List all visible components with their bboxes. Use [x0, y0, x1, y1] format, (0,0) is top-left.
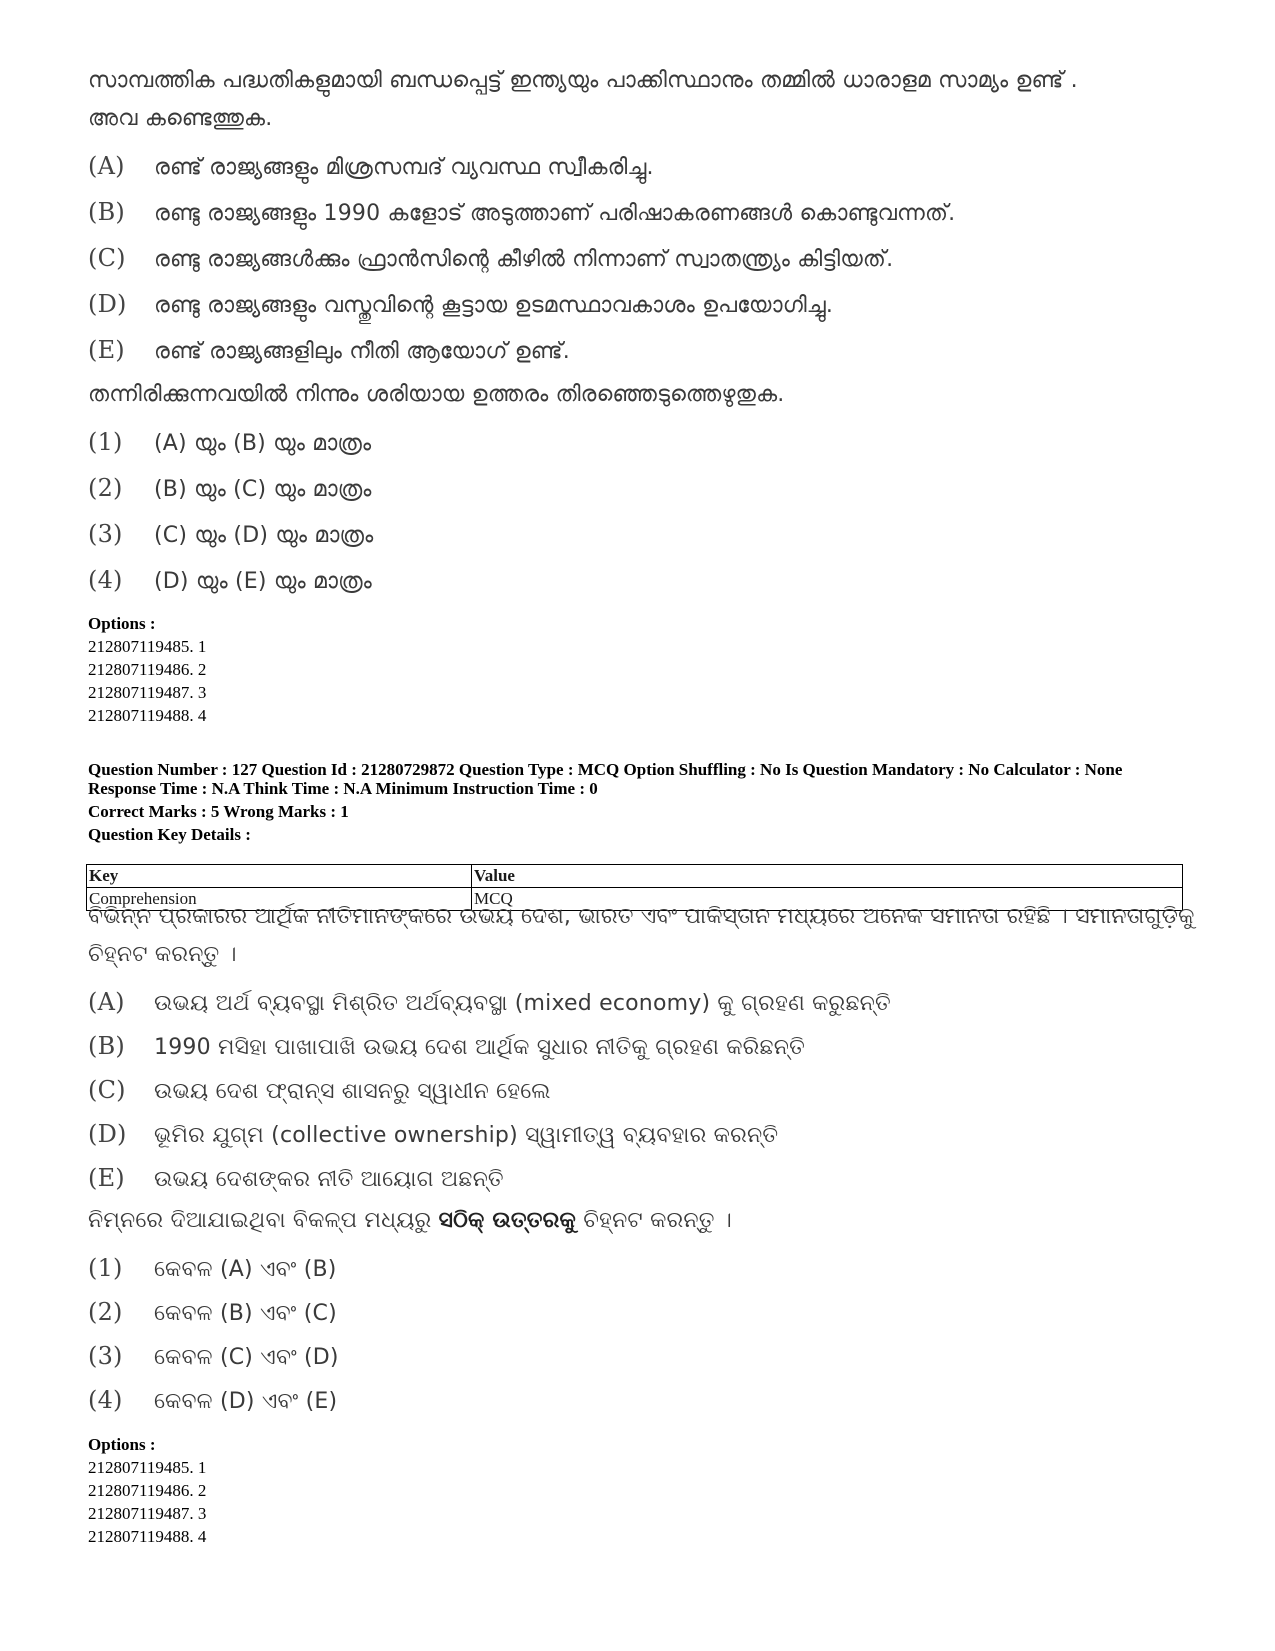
choice-text: କେବଳ (C) ଏବଂ (D) [154, 1345, 339, 1370]
option-id-4: 212807119488. 4 [88, 706, 207, 725]
intro-line-2: ଚିହ୍ନଟ କରନ୍ତୁ । [88, 942, 237, 967]
statement-text: 1990 ମସିହା ପାଖାପାଖି ଉଭୟ ଦେଶ ଆର୍ଥିକ ସୁଧାର ନୀତିକୁ ଗ୍ରହଣ କରିଛନ୍ତି [154, 1035, 805, 1060]
table-cell-value: MCQ [472, 888, 1183, 911]
option-id-1: 212807119485. 1 [88, 1458, 207, 1477]
option-id-4: 212807119488. 4 [88, 1527, 207, 1546]
choice-label: (2) [88, 1298, 123, 1326]
marks-line: Correct Marks : 5 Wrong Marks : 1 [88, 802, 349, 821]
choice-text: (A) യും (B) യും മാത്രം [154, 431, 372, 456]
instruction-line [88, 1208, 732, 1233]
choice-2 [88, 1298, 337, 1326]
choice-text: (C) യും (D) യും മാത്രം [154, 523, 374, 548]
statement-text: ଉଭୟ ଦେଶ ଫ୍ରାନ୍ସ ଶାସନରୁ ସ୍ୱାଧୀନ ହେଲେ [154, 1079, 551, 1104]
choice-1 [88, 428, 371, 456]
instruction-bold: ସଠିକ୍ ଉତ୍ତରକୁ [438, 1208, 577, 1233]
statement-label: (E) [88, 1164, 125, 1192]
choice-label: (4) [88, 1386, 123, 1414]
intro-line-1: ବିଭିନ୍ନ ପ୍ରକାରର ଆର୍ଥିକ ନୀତିମାନଙ୍କରେ ଉଭୟ ଦେଶ, ଭାରତ ଏବଂ ପାକିସ୍ତାନ ମଧ୍ୟରେ ଅନେକ ସମାନତା ରହିଛି । ସମାନତାଗୁଡ଼ିକୁ [88, 904, 1195, 929]
choice-label: (2) [88, 474, 123, 502]
choice-label: (1) [88, 428, 123, 456]
option-id-3: 212807119487. 3 [88, 683, 207, 702]
statement-text: രണ്ട് രാജ്യങ്ങളിലും നീതി ആയോഗ് ഉണ്ട്. [154, 339, 570, 364]
table-header-value: Value [472, 865, 1183, 888]
choice-label: (4) [88, 566, 123, 594]
choice-2 [88, 474, 372, 502]
statement-label: (C) [88, 244, 126, 272]
choice-label: (1) [88, 1254, 123, 1282]
choice-text: କେବଳ (A) ଏବଂ (B) [154, 1257, 337, 1282]
statement-b [88, 1032, 805, 1060]
statement-text: ଉଭୟ ଦେଶଙ୍କର ନୀତି ଆୟୋଗ ଅଛନ୍ତି [154, 1167, 504, 1192]
statement-c [88, 244, 893, 272]
statement-e [88, 336, 570, 364]
question-header-line-2: Response Time : N.A Think Time : N.A Minimum Instruction Time : 0 [88, 779, 598, 798]
choice-label: (3) [88, 1342, 123, 1370]
statement-text: രണ്ട് രാജ്യങ്ങളും മിശ്രസമ്പദ് വ്യവസ്ഥ സ്വീകരിച്ചു. [154, 155, 654, 180]
options-heading: Options : [88, 614, 156, 633]
table-header-key: Key [87, 865, 472, 888]
choice-label: (3) [88, 520, 123, 548]
options-heading: Options : [88, 1435, 156, 1454]
choice-3 [88, 1342, 339, 1370]
choice-4 [88, 566, 372, 594]
statement-text: ଭୂମିର ଯୁଗ୍ମ (collective ownership) ସ୍ୱାମୀତ୍ୱ ବ୍ୟବହାର କରନ୍ତି [154, 1123, 779, 1148]
statement-a [88, 988, 891, 1016]
choice-4 [88, 1386, 337, 1414]
option-id-3: 212807119487. 3 [88, 1504, 207, 1523]
statement-label: (C) [88, 1076, 126, 1104]
choice-text: କେବଳ (B) ଏବଂ (C) [154, 1301, 337, 1326]
choice-1 [88, 1254, 337, 1282]
choice-text: (D) യും (E) യും മാത്രം [154, 569, 372, 594]
instruction-suffix: ଚିହ୍ନଟ କରନ୍ତୁ । [576, 1208, 732, 1233]
statement-label: (A) [88, 152, 125, 180]
choice-text: (B) യും (C) യും മാത്രം [154, 477, 372, 502]
table-header-row [87, 865, 1183, 888]
option-id-1: 212807119485. 1 [88, 637, 207, 656]
statement-text: രണ്ടു രാജ്യങ്ങളും വസ്തുവിന്റെ കൂട്ടായ ഉടമസ്ഥാവകാശം ഉപയോഗിച്ചു. [154, 293, 834, 318]
statement-d [88, 290, 833, 318]
statement-e [88, 1164, 504, 1192]
statement-label: (E) [88, 336, 125, 364]
statement-label: (D) [88, 290, 127, 318]
statement-label: (A) [88, 988, 125, 1016]
choice-3 [88, 520, 373, 548]
option-id-2: 212807119486. 2 [88, 660, 207, 679]
statement-label: (B) [88, 198, 125, 226]
question-header-line-1: Question Number : 127 Question Id : 21280729872 Question Type : MCQ Option Shuffling : No Is Question Mandatory : No Calculator : None [88, 760, 1123, 779]
statement-d [88, 1120, 778, 1148]
statement-text: ଉଭୟ ଅର୍ଥ ବ୍ୟବସ୍ଥା ମିଶ୍ରିତ ଅର୍ଥବ୍ୟବସ୍ଥା (mixed economy) କୁ ଗ୍ରହଣ କରୁଛନ୍ତି [154, 991, 891, 1016]
choice-text: କେବଳ (D) ଏବଂ (E) [154, 1389, 338, 1414]
intro-line-2: അവ കണ്ടെത്തുക. [88, 106, 273, 131]
table-cell-key: Comprehension [87, 888, 472, 911]
statement-label: (D) [88, 1120, 127, 1148]
statement-text: രണ്ടു രാജ്യങ്ങൾക്കും ഫ്രാൻസിന്റെ കീഴിൽ നിന്നാണ് സ്വാതന്ത്ര്യം കിട്ടിയത്. [154, 247, 894, 272]
instruction-line: തന്നിരിക്കുന്നവയിൽ നിന്നും ശരിയായ ഉത്തരം തിരഞ്ഞെടുത്തെഴുതുക. [88, 382, 785, 407]
option-id-2: 212807119486. 2 [88, 1481, 207, 1500]
statement-b [88, 198, 955, 226]
key-details-heading: Question Key Details : [88, 825, 251, 844]
instruction-prefix: ନିମ୍ନରେ ଦିଆଯାଇଥିବା ବିକଳ୍ପ ମଧ୍ୟରୁ [88, 1208, 439, 1233]
statement-label: (B) [88, 1032, 125, 1060]
intro-line-1: സാമ്പത്തിക പദ്ധതികളുമായി ബന്ധപ്പെട്ട് ഇന്ത്യയും പാക്കിസ്ഥാനും തമ്മിൽ ധാരാളമ സാമ്യം ഉണ്ട് . [88, 68, 1078, 93]
statement-text: രണ്ടു രാജ്യങ്ങളും 1990 കളോട് അടുത്താണ് പരിഷാകരണങ്ങൾ കൊണ്ടുവന്നത്. [154, 201, 956, 226]
statement-a [88, 152, 654, 180]
statement-c [88, 1076, 551, 1104]
